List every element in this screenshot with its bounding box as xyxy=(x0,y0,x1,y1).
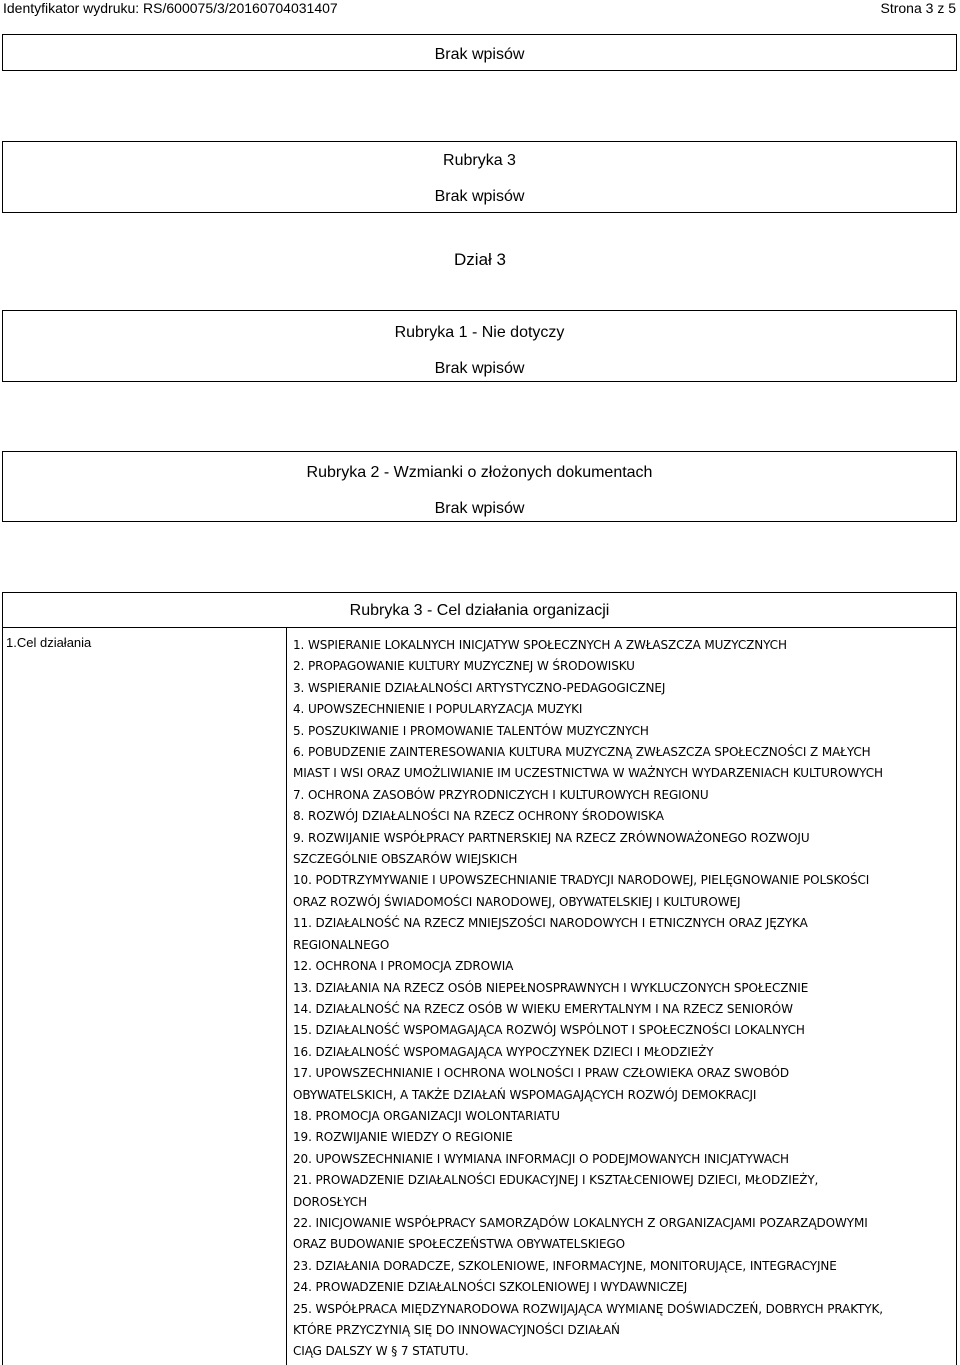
goals-list xyxy=(293,635,953,1363)
page-number: Strona 3 z 5 xyxy=(880,0,956,16)
block-rubryka-2 xyxy=(2,451,957,522)
goal-item: ORAZ BUDOWANIE SPOŁECZEŃSTWA OBYWATELSKIEGO xyxy=(293,1237,626,1252)
block-title: Rubryka 3 xyxy=(443,152,516,169)
goal-item: 7. OCHRONA ZASOBÓW PRZYRODNICZYCH I KULTUROWYCH REGIONU xyxy=(293,787,709,802)
print-header xyxy=(0,0,960,18)
goal-item: 8. ROZWÓJ DZIAŁALNOŚCI NA RZECZ OCHRONY ŚRODOWISKA xyxy=(293,809,664,824)
block-line: Brak wpisów xyxy=(434,188,525,205)
block-line: Brak wpisów xyxy=(434,500,525,517)
section-title: Dział 3 xyxy=(454,250,506,269)
goal-item: 2. PROPAGOWANIE KULTURY MUZYCZNEJ W ŚRODOWISKU xyxy=(293,659,635,674)
goal-item: 19. ROZWIJANIE WIEDZY O REGIONIE xyxy=(293,1130,513,1145)
goal-item: 6. POBUDZENIE ZAINTERESOWANIA KULTURA MUZYCZNĄ ZWŁASZCZA SPOŁECZNOŚCI Z MAŁYCH xyxy=(293,745,871,760)
print-identifier: Identyfikator wydruku: RS/600075/3/20160704031407 xyxy=(3,0,338,16)
block-rubryka-3 xyxy=(2,141,957,213)
goal-item: 17. UPOWSZECHNIANIE I OCHRONA WOLNOŚCI I PRAW CZŁOWIEKA ORAZ SWOBÓD xyxy=(293,1066,790,1081)
goal-item: KTÓRE PRZYCZYNIĄ SIĘ DO INNOWACYJNOŚCI DZIAŁAŃ xyxy=(293,1323,620,1337)
rubryka-3-title: Rubryka 3 - Cel działania organizacji xyxy=(349,602,610,619)
goal-item: 5. POSZUKIWANIE I PROMOWANIE TALENTÓW MUZYCZNYCH xyxy=(293,723,649,738)
goal-item: 11. DZIAŁALNOŚĆ NA RZECZ MNIEJSZOŚCI NARODOWYCH I ETNICZNYCH ORAZ JĘZYKA xyxy=(293,916,808,931)
goal-item: 15. DZIAŁALNOŚĆ WSPOMAGAJĄCA ROZWÓJ WSPÓLNOT I SPOŁECZNOŚCI LOKALNYCH xyxy=(293,1023,805,1038)
block-title: Rubryka 1 - Nie dotyczy xyxy=(394,324,565,341)
goal-item: 16. DZIAŁALNOŚĆ WSPOMAGAJĄCA WYPOCZYNEK DZIECI I MŁODZIEŻY xyxy=(293,1044,714,1059)
goal-item: 22. INICJOWANIE WSPÓŁPRACY SAMORZĄDÓW LOKALNYCH Z ORGANIZACJAMI POZARZĄDOWYMI xyxy=(293,1215,868,1230)
block-empty-entries xyxy=(2,34,957,71)
goal-item: 12. OCHRONA I PROMOCJA ZDROWIA xyxy=(293,959,514,974)
block-line: Brak wpisów xyxy=(434,46,525,63)
goal-item: 18. PROMOCJA ORGANIZACJI WOLONTARIATU xyxy=(293,1108,560,1123)
goal-item: 25. WSPÓŁPRACA MIĘDZYNARODOWA ROZWIJAJĄCA WYMIANĘ DOŚWIADCZEŃ, DOBRYCH PRAKTYK, xyxy=(293,1301,884,1316)
goal-item: 13. DZIAŁANIA NA RZECZ OSÓB NIEPEŁNOSPRAWNYCH I WYKLUCZONYCH SPOŁECZNIE xyxy=(293,980,809,995)
goals-table xyxy=(2,627,957,1365)
goal-item: 20. UPOWSZECHNIANIE I WYMIANA INFORMACJI O PODEJMOWANYCH INICJATYWACH xyxy=(293,1151,789,1166)
goal-item: 24. PROWADZENIE DZIAŁALNOŚCI SZKOLENIOWEJ I WYDAWNICZEJ xyxy=(293,1280,688,1295)
goal-item: CIĄG DALSZY W § 7 STATUTU. xyxy=(293,1344,469,1359)
goal-item: MIAST I WSI ORAZ UMOŻLIWIANIE IM UCZESTNICTWA W WAŻNYCH WYDARZENIACH KULTUROWYCH xyxy=(293,766,883,781)
goal-item: 4. UPOWSZECHNIENIE I POPULARYZACJA MUZYKI xyxy=(293,702,583,717)
rubryka-3-header xyxy=(2,592,957,628)
block-rubryka-1 xyxy=(2,310,957,382)
goal-item: ORAZ ROZWÓJ ŚWIADOMOŚCI NARODOWEJ, OBYWATELSKIEJ I KULTUROWEJ xyxy=(293,894,741,909)
goal-item: 1. WSPIERANIE LOKALNYCH INICJATYW SPOŁECZNYCH A ZWŁASZCZA MUZYCZNYCH xyxy=(293,638,787,652)
goals-label: 1.Cel działania xyxy=(6,635,92,650)
block-line: Brak wpisów xyxy=(434,360,525,377)
goal-item: 9. ROZWIJANIE WSPÓŁPRACY PARTNERSKIEJ NA RZECZ ZRÓWNOWAŻONEGO ROZWOJU xyxy=(293,830,810,845)
goal-item: 3. WSPIERANIE DZIAŁALNOŚCI ARTYSTYCZNO-PEDAGOGICZNEJ xyxy=(293,680,666,695)
goal-item: DOROSŁYCH xyxy=(293,1194,368,1209)
goal-item: 23. DZIAŁANIA DORADCZE, SZKOLENIOWE, INFORMACYJNE, MONITORUJĄCE, INTEGRACYJNE xyxy=(293,1258,837,1273)
goal-item: SZCZEGÓLNIE OBSZARÓW WIEJSKICH xyxy=(293,852,518,867)
goal-item: 10. PODTRZYMYWANIE I UPOWSZECHNIANIE TRADYCJI NARODOWEJ, PIELĘGNOWANIE POLSKOŚCI xyxy=(293,873,870,888)
block-title: Rubryka 2 - Wzmianki o złożonych dokumentach xyxy=(306,464,653,481)
goal-item: 21. PROWADZENIE DZIAŁALNOŚCI EDUKACYJNEJ I KSZTAŁCENIOWEJ DZIECI, MŁODZIEŻY, xyxy=(293,1173,819,1188)
goal-item: REGIONALNEGO xyxy=(293,937,390,952)
goal-item: 14. DZIAŁALNOŚĆ NA RZECZ OSÓB W WIEKU EMERYTALNYM I NA RZECZ SENIORÓW xyxy=(293,1001,793,1016)
goal-item: OBYWATELSKICH, A TAKŻE DZIAŁAŃ WSPOMAGAJĄCYCH ROZWÓJ DEMOKRACJI xyxy=(293,1087,757,1102)
